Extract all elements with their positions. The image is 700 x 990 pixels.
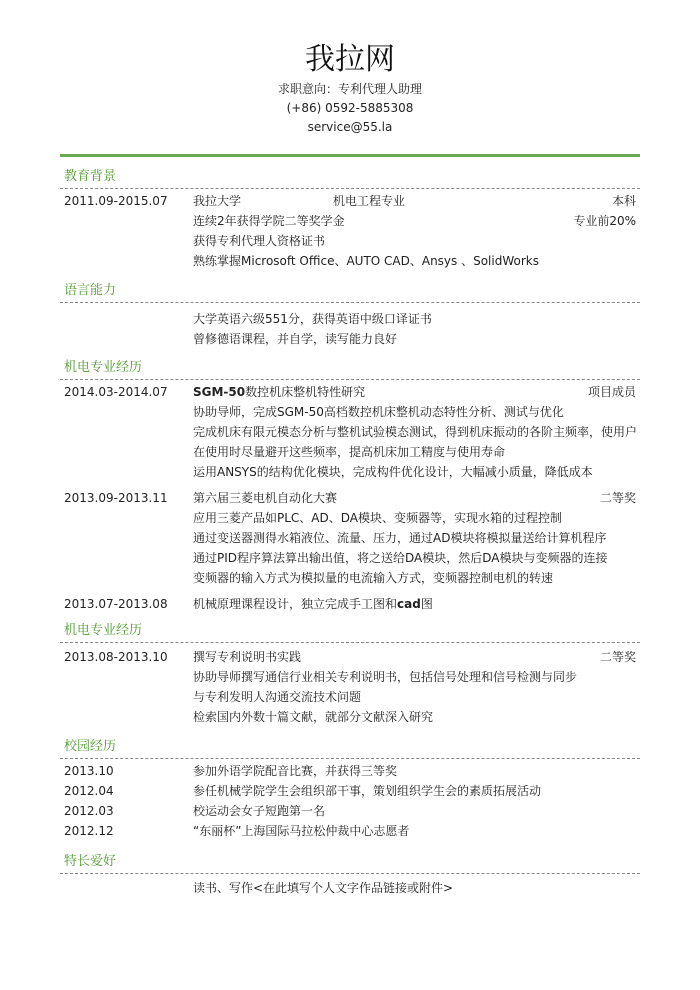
entry-title	[193, 488, 640, 508]
resume-header	[0, 0, 700, 137]
list-item: 变频器的输入方式为模拟量的电流输入方式，变频器控制电机的转速	[193, 571, 554, 585]
entry-title-text: 第六届三菱电机自动化大赛	[193, 491, 338, 505]
list-item: 在使用时尽量避开这些频率，提高机床加工精度与使用寿命	[193, 445, 506, 459]
experience-entry	[60, 488, 640, 588]
list-item-text: 连续2年获得学院二等奖学金	[193, 214, 345, 228]
experience-entry	[60, 594, 640, 614]
entry-title-bold: cad	[397, 597, 421, 611]
entry-date: 2014.03-2014.07	[64, 385, 168, 399]
school-name: 我拉大学	[193, 194, 242, 208]
list-item: 校运动会女子短跑第一名	[193, 804, 326, 818]
education-title-line	[193, 191, 640, 211]
phone-number: (+86) 0592-5885308	[286, 101, 414, 115]
experience-entry	[60, 382, 640, 482]
section-title: 机电专业经历	[64, 360, 143, 375]
section-divider	[60, 302, 640, 303]
section-divider	[60, 379, 640, 380]
list-item	[193, 211, 640, 231]
list-item: 完成机床有限元模态分析与整机试验模态测试，得到机床振动的各阶主频率，使用户	[193, 425, 638, 439]
section-title: 机电专业经历	[64, 623, 143, 638]
award-label: 二等奖	[599, 650, 636, 664]
section-campus	[60, 738, 640, 841]
section-title: 语言能力	[64, 283, 117, 298]
section-divider	[60, 873, 640, 874]
list-item: 通过变送器测得水箱液位、流量、压力，通过AD模块将模拟量送给计算机程序	[193, 531, 607, 545]
section-experience-1	[60, 359, 640, 614]
list-item: 检索国内外数十篇文献，就部分文献深入研究	[193, 710, 434, 724]
section-title: 教育背景	[64, 169, 117, 184]
major-name: 机电工程专业	[333, 194, 406, 208]
campus-entry	[60, 801, 640, 821]
hobbies-entry	[60, 878, 640, 898]
entry-title-text: 撰写专利说明书实践	[193, 650, 302, 664]
award-label: 二等奖	[599, 491, 636, 505]
section-title: 校园经历	[64, 739, 117, 754]
entry-date: 2012.04	[64, 784, 114, 798]
list-item: 读书、写作<在此填写个人文字作品链接或附件>	[193, 881, 454, 895]
entry-title-rest: 数控机床整机特性研究	[245, 385, 366, 399]
list-item: 与专利发明人沟通交流技术问题	[193, 690, 362, 704]
entry-title-end: 图	[420, 597, 433, 611]
entry-date: 2012.03	[64, 804, 114, 818]
language-entry	[60, 309, 640, 349]
section-experience-2	[60, 622, 640, 727]
list-item: “东丽杯”上海国际马拉松仲裁中心志愿者	[193, 824, 410, 838]
entry-date: 2013.09-2013.11	[64, 491, 168, 505]
campus-entry	[60, 761, 640, 781]
role-label: 项目成员	[587, 385, 636, 399]
list-item: 熟练掌握Microsoft Office、AUTO CAD、Ansys 、SolidWorks	[193, 254, 539, 268]
list-item: 参任机械学院学生会组织部干事，策划组织学生会的素质拓展活动	[193, 784, 542, 798]
entry-date: 2013.08-2013.10	[64, 650, 168, 664]
section-hobbies	[60, 853, 640, 898]
degree-label: 本科	[611, 194, 636, 208]
list-item: 协助导师撰写通信行业相关专利说明书，包括信号处理和信号检测与同步	[193, 670, 578, 684]
entry-date: 2013.10	[64, 764, 114, 778]
entry-date: 2011.09-2015.07	[64, 194, 168, 208]
education-entry	[60, 191, 640, 271]
entry-date: 2013.07-2013.08	[64, 597, 168, 611]
entry-title	[193, 594, 640, 614]
campus-entry	[60, 781, 640, 801]
entry-title	[193, 647, 640, 667]
header-divider	[60, 154, 640, 157]
entry-title	[193, 382, 640, 402]
section-divider	[60, 188, 640, 189]
list-item: 参加外语学院配音比赛，并获得三等奖	[193, 764, 398, 778]
campus-entry	[60, 821, 640, 841]
job-objective: 求职意向：专利代理人助理	[277, 82, 422, 96]
list-item: 获得专利代理人资格证书	[193, 234, 326, 248]
list-item: 曾修德语课程，并自学，读写能力良好	[193, 332, 398, 346]
entry-title-text: 机械原理课程设计，独立完成手工图和	[193, 597, 398, 611]
list-item: 运用ANSYS的结构优化模块，完成构件优化设计，大幅减小质量，降低成本	[193, 465, 593, 479]
entry-date: 2012.12	[64, 824, 114, 838]
experience-entry	[60, 647, 640, 727]
rank-label: 专业前20%	[573, 214, 636, 228]
list-item: 应用三菱产品如PLC、AD、DA模块、变频器等，实现水箱的过程控制	[193, 511, 562, 525]
section-language	[60, 282, 640, 349]
list-item: 大学英语六级551分，获得英语中级口译证书	[193, 312, 432, 326]
section-title: 特长爱好	[64, 854, 117, 869]
entry-title-bold: SGM-50	[193, 385, 246, 399]
candidate-name: 我拉网	[305, 42, 395, 77]
section-education	[60, 168, 640, 271]
section-divider	[60, 642, 640, 643]
list-item: 通过PID程序算法算出输出值，将之送给DA模块，然后DA模块与变频器的连接	[193, 551, 608, 565]
list-item: 协助导师，完成SGM-50高档数控机床整机动态特性分析、测试与优化	[193, 405, 564, 419]
email-address: service@55.la	[307, 120, 393, 134]
section-divider	[60, 758, 640, 759]
